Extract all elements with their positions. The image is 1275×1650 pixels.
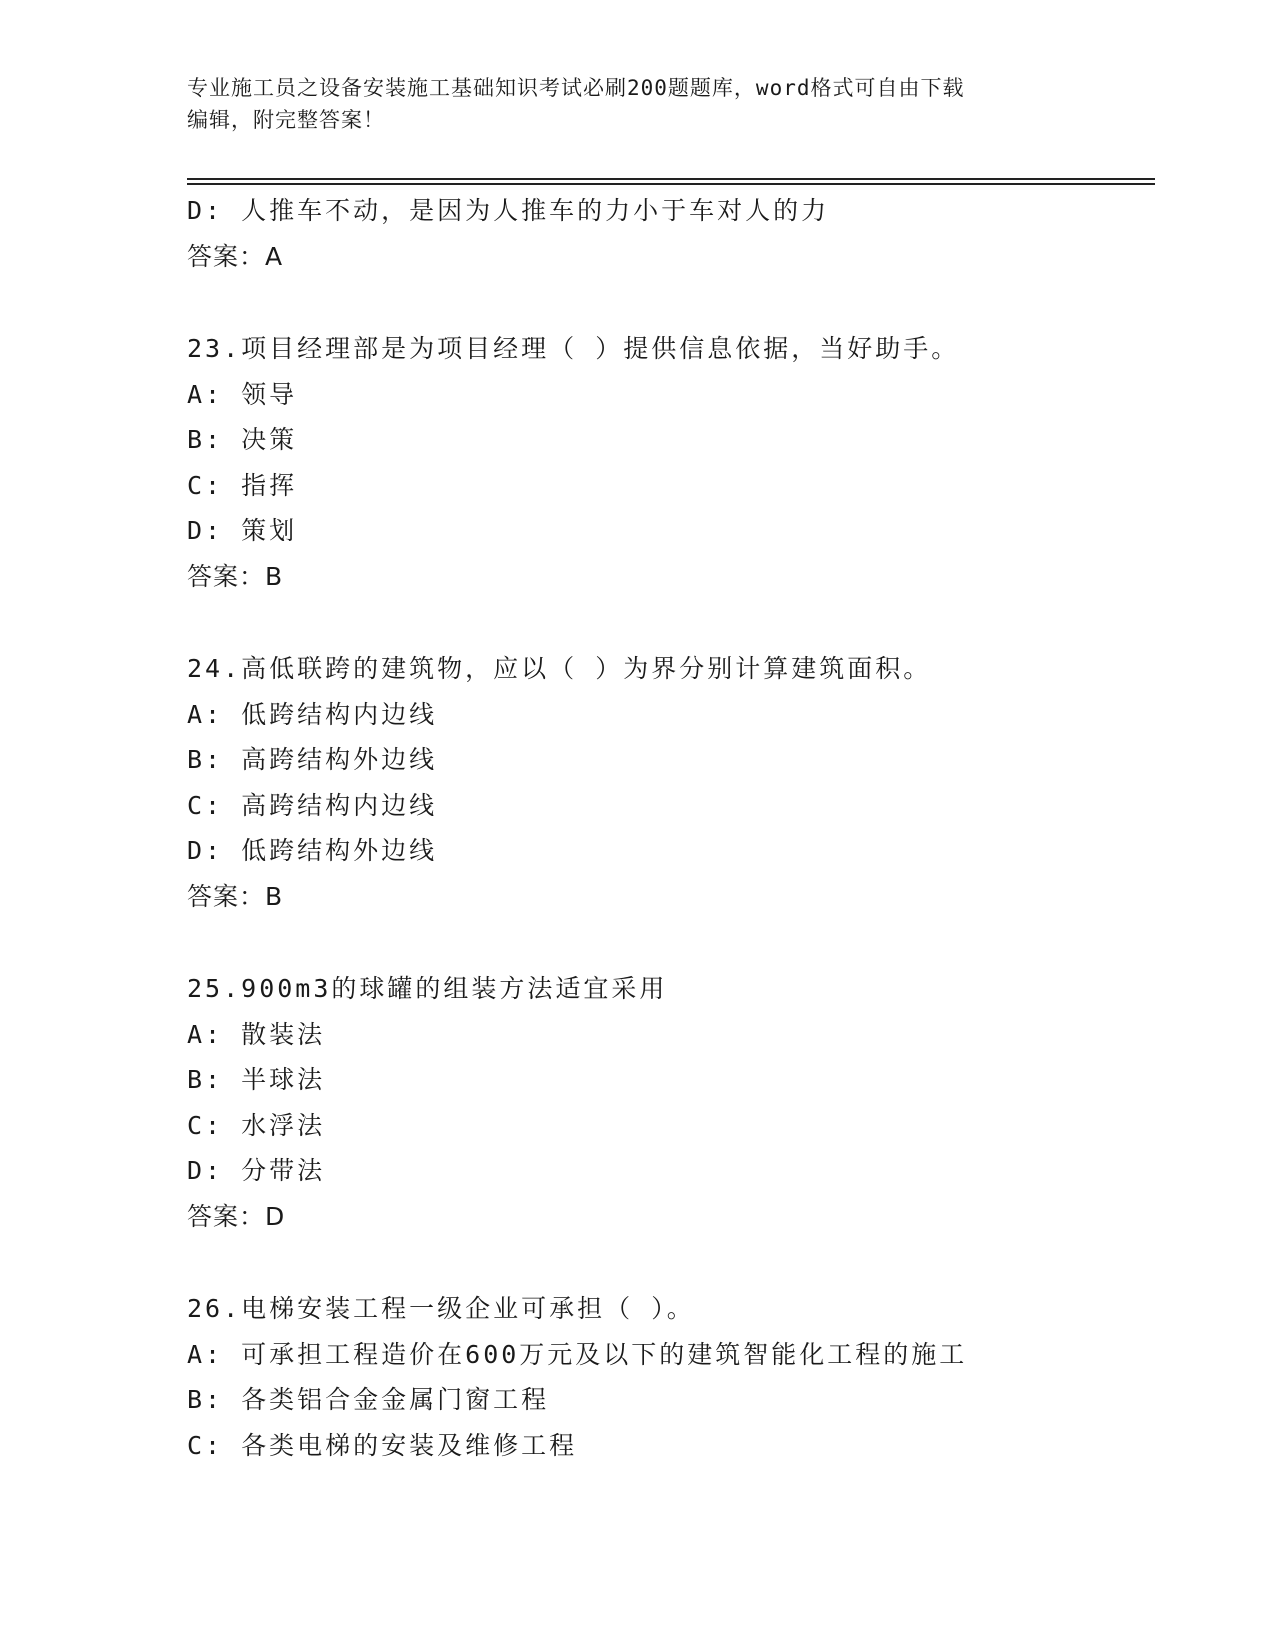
question-stem: 25.900m3的球罐的组装方法适宜采用: [187, 974, 668, 1003]
option-d: D: 策划: [187, 516, 298, 545]
question-25: [187, 966, 1155, 1239]
question-stem: 26.电梯安装工程一级企业可承担（ ）。: [187, 1294, 695, 1323]
question-24: [187, 646, 1155, 919]
option-a: A: 可承担工程造价在600万元及以下的建筑智能化工程的施工: [187, 1339, 968, 1369]
question-content: [187, 188, 1155, 1468]
header-divider-bottom: [187, 183, 1155, 185]
question-stem: 24.高低联跨的建筑物，应以（ ）为界分别计算建筑面积。: [187, 654, 932, 683]
question-22-fragment: [187, 188, 1155, 279]
option-d: D: 人推车不动，是因为人推车的力小于车对人的力: [187, 196, 830, 225]
option-c: C: 各类电梯的安装及维修工程: [187, 1430, 578, 1460]
option-c: C: 高跨结构内边线: [187, 790, 438, 820]
question-23: [187, 326, 1155, 599]
option-d: D: 低跨结构外边线: [187, 836, 438, 865]
answer: 答案：B: [187, 881, 284, 911]
answer: 答案：D: [187, 1201, 286, 1231]
option-c: C: 指挥: [187, 470, 298, 500]
answer: 答案：B: [187, 561, 284, 591]
option-b: B: 决策: [187, 425, 298, 454]
option-a: A: 散装法: [187, 1019, 326, 1049]
document-header: [187, 72, 1087, 136]
option-b: B: 各类铝合金金属门窗工程: [187, 1385, 550, 1414]
option-b: B: 半球法: [187, 1065, 326, 1094]
option-a: A: 低跨结构内边线: [187, 699, 438, 729]
answer: 答案：A: [187, 241, 284, 271]
question-stem: 23.项目经理部是为项目经理（ ）提供信息依据，当好助手。: [187, 334, 960, 363]
header-line-1: 专业施工员之设备安装施工基础知识考试必刷200题题库，word格式可自由下载: [187, 76, 965, 100]
option-b: B: 高跨结构外边线: [187, 745, 438, 774]
option-a: A: 领导: [187, 379, 298, 409]
header-divider-top: [187, 178, 1155, 180]
header-line-2: 编辑，附完整答案！: [187, 108, 385, 132]
option-d: D: 分带法: [187, 1156, 326, 1185]
question-26: [187, 1286, 1155, 1468]
option-c: C: 水浮法: [187, 1110, 326, 1140]
